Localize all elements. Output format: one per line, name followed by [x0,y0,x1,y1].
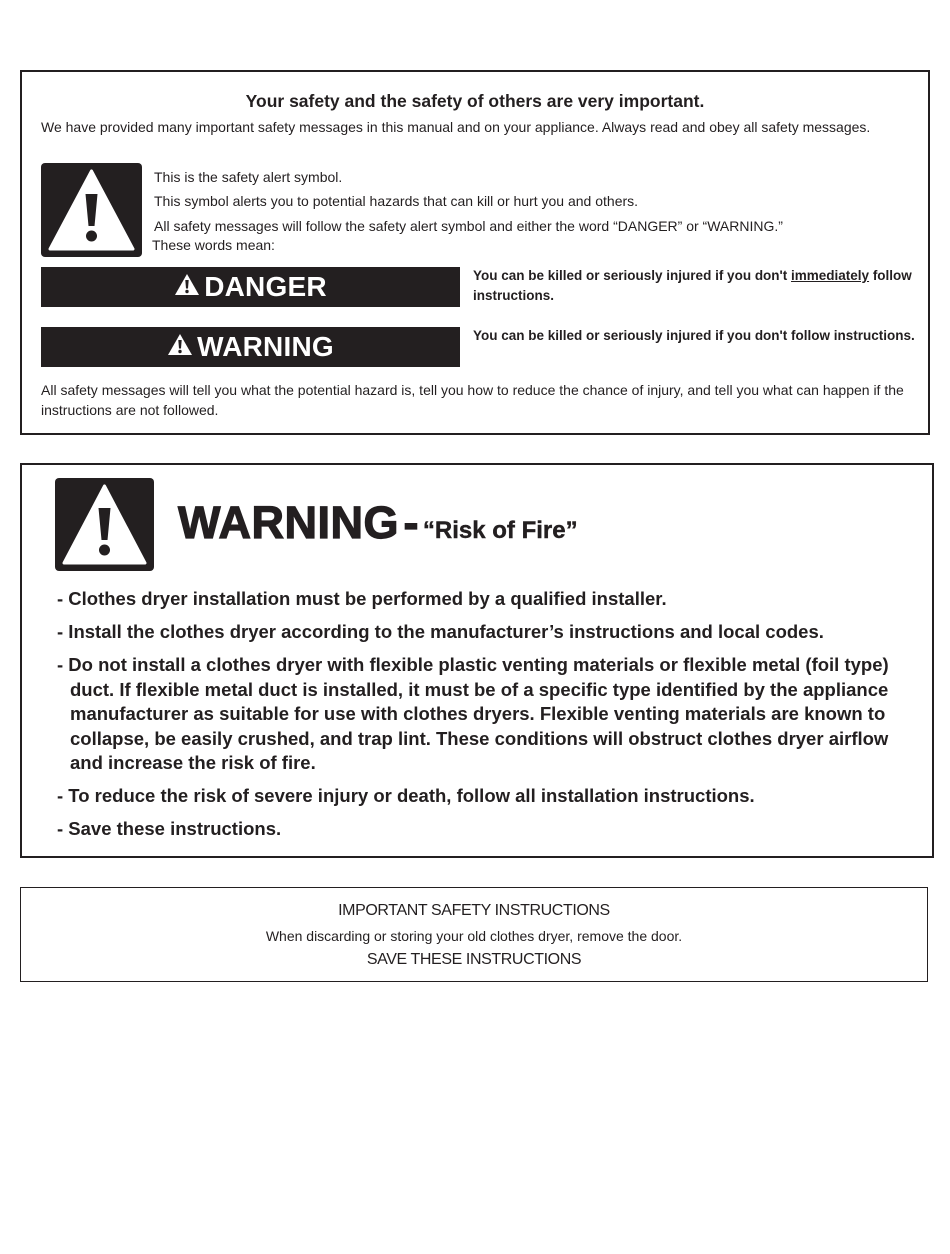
safety-outro: All safety messages will tell you what the potential hazard is, tell you how to reduce the chance of injury, and tell you what can happen if the instructions are not followed. [41,382,904,418]
fire-warning-box [20,463,934,858]
danger-alert-icon [174,271,200,303]
fire-warning-item: - Do not install a clothes dryer with flexible plastic venting materials or flexible metal (foil type) duct. If flexible metal duct is installed, it must be of a specific type identified by the appliance manufacturer as suitable for use with clothes dryers. Flexible venting materials are known to collapse, be easily crushed, and trap lint. These conditions will obstruct clothes dryer airflow and increase the risk of fire. [57,654,889,773]
danger-signal-bar [41,267,460,307]
important-instructions-box [20,887,928,982]
warning-description: You can be killed or seriously injured if you don't follow instructions. [473,328,915,343]
fire-warning-subtitle: “Risk of Fire” [422,517,578,544]
symbol-description-line: This symbol alerts you to potential hazards that can kill or hurt you and others. [154,193,639,209]
fire-warning-item: - To reduce the risk of severe injury or death, follow all installation instructions. [57,785,755,806]
danger-description [473,266,923,306]
instructions-heading: IMPORTANT SAFETY INSTRUCTIONS [338,902,610,919]
fire-warning-alert-icon [55,478,154,571]
symbol-description-line: All safety messages will follow the safety alert symbol and either the word “DANGER” or “WARNING.” [154,218,783,234]
fire-warning-title [178,497,578,549]
fire-warning-item: - Save these instructions. [57,818,282,839]
symbol-description-line: This is the safety alert symbol. [154,169,343,185]
safety-intro: We have provided many important safety messages in this manual and on your appliance. Always read and obey all safety messages. [41,119,871,135]
warning-label: WARNING [197,331,334,362]
fire-warning-item: - Clothes dryer installation must be performed by a qualified installer. [57,588,667,609]
fire-warning-title-word: WARNING [178,497,399,548]
symbol-description-line: These words mean: [152,237,275,253]
danger-description-text: follow instructions. [473,268,912,303]
instructions-body: When discarding or storing your old clothes dryer, remove the door. [265,928,683,944]
warning-signal-bar [41,327,460,367]
instructions-footer: SAVE THESE INSTRUCTIONS [366,951,582,968]
safety-message-box [20,70,930,435]
safety-alert-symbol-icon [41,163,142,257]
warning-alert-icon [167,331,193,363]
fire-warning-title-dash: - [403,497,419,548]
danger-description-text: You can be killed or seriously injured if you don't [473,268,792,283]
fire-warning-item: - Install the clothes dryer according to the manufacturer’s instructions and local codes. [57,621,824,642]
safety-heading: Your safety and the safety of others are very important. [245,91,705,111]
fire-warning-list [57,587,917,850]
danger-description-emphasis: immediately [791,268,870,283]
danger-label: DANGER [204,271,327,302]
